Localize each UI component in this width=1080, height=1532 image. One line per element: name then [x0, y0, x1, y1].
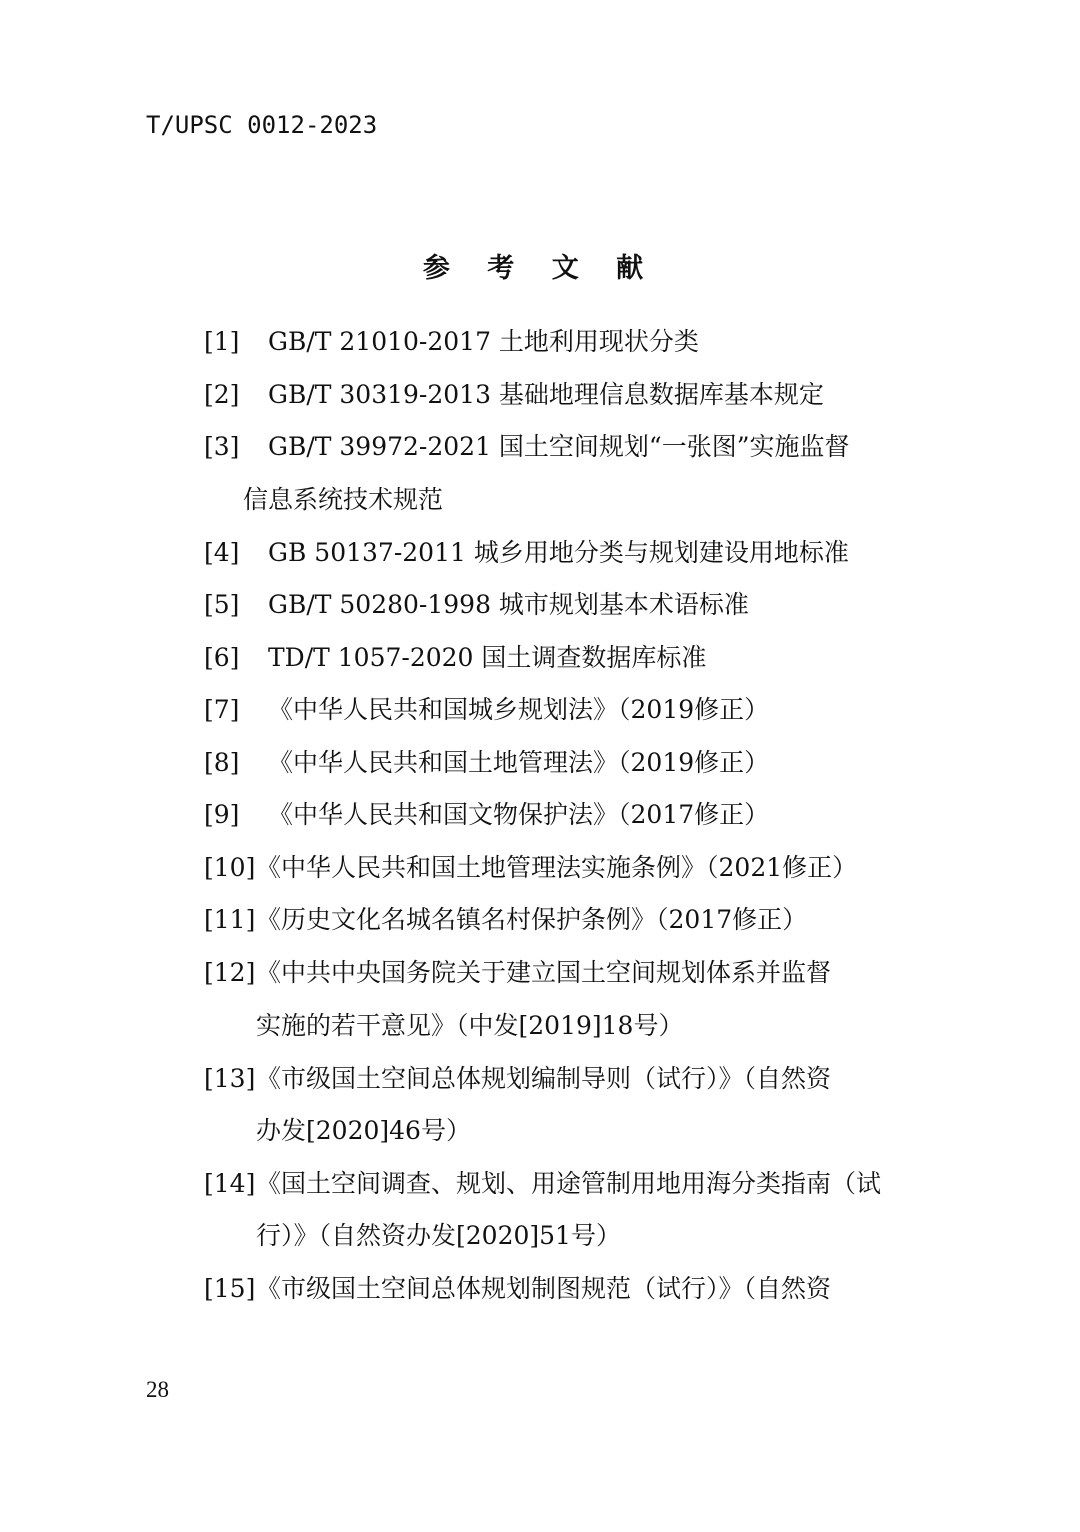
reference-continuation-13: 办发[2020]46号） — [256, 1116, 471, 1145]
reference-number: [11] — [204, 905, 256, 934]
reference-number: [15] — [204, 1274, 256, 1303]
reference-item-8 — [204, 747, 904, 779]
reference-text: GB/T 50280-1998 城市规划基本术语标准 — [268, 590, 749, 619]
reference-text: 《市级国土空间总体规划编制导则（试行）》（自然资 — [256, 1064, 832, 1093]
reference-text: 《中华人民共和国土地管理法》（2019修正） — [268, 748, 770, 777]
reference-number: [5] — [204, 590, 240, 619]
reference-item-10 — [204, 852, 904, 884]
reference-text: 《国土空间调查、规划、用途管制用地用海分类指南（试 — [256, 1169, 882, 1198]
reference-item-1 — [204, 326, 904, 358]
reference-text: TD/T 1057-2020 国土调查数据库标准 — [268, 643, 707, 672]
reference-text: 《中华人民共和国土地管理法实施条例》（2021修正） — [256, 853, 858, 882]
reference-text: 《市级国土空间总体规划制图规范（试行）》（自然资 — [256, 1274, 832, 1303]
reference-number: [1] — [204, 327, 240, 356]
reference-number: [10] — [204, 853, 256, 882]
reference-text: 《中华人民共和国文物保护法》（2017修正） — [268, 800, 770, 829]
reference-text: GB 50137-2011 城乡用地分类与规划建设用地标准 — [268, 538, 849, 567]
reference-item-3 — [204, 431, 904, 463]
reference-item-13 — [204, 1063, 904, 1095]
standard-code: T/UPSC 0012-2023 — [146, 111, 378, 139]
reference-item-14 — [204, 1168, 904, 1200]
reference-text: GB/T 39972-2021 国土空间规划“一张图”实施监督 — [268, 432, 850, 461]
reference-number: [12] — [204, 958, 256, 987]
reference-item-6 — [204, 642, 904, 674]
reference-text: 《中华人民共和国城乡规划法》（2019修正） — [268, 695, 770, 724]
reference-continuation-12: 实施的若干意见》（中发[2019]18号） — [256, 1011, 684, 1040]
reference-item-15 — [204, 1273, 904, 1305]
reference-item-12 — [204, 957, 904, 989]
reference-item-9 — [204, 799, 904, 831]
reference-number: [14] — [204, 1169, 256, 1198]
reference-continuation-14: 行）》（自然资办发[2020]51号） — [256, 1221, 621, 1250]
reference-item-4 — [204, 537, 904, 569]
reference-number: [3] — [204, 432, 240, 461]
section-title: 参 考 文 献 — [422, 253, 658, 284]
reference-continuation-3: 信息系统技术规范 — [243, 485, 444, 514]
reference-text: 《中共中央国务院关于建立国土空间规划体系并监督 — [256, 958, 832, 987]
reference-item-7 — [204, 694, 904, 726]
reference-number: [9] — [204, 800, 240, 829]
reference-number: [7] — [204, 695, 240, 724]
reference-text: GB/T 30319-2013 基础地理信息数据库基本规定 — [268, 380, 824, 409]
reference-text: GB/T 21010-2017 土地利用现状分类 — [268, 327, 699, 356]
reference-number: [2] — [204, 380, 240, 409]
reference-item-2 — [204, 379, 904, 411]
reference-item-5 — [204, 589, 904, 621]
reference-number: [4] — [204, 538, 240, 567]
page-number: 28 — [146, 1377, 169, 1402]
reference-number: [6] — [204, 643, 240, 672]
reference-number: [13] — [204, 1064, 256, 1093]
reference-item-11 — [204, 904, 904, 936]
reference-text: 《历史文化名城名镇名村保护条例》（2017修正） — [256, 905, 808, 934]
reference-number: [8] — [204, 748, 240, 777]
